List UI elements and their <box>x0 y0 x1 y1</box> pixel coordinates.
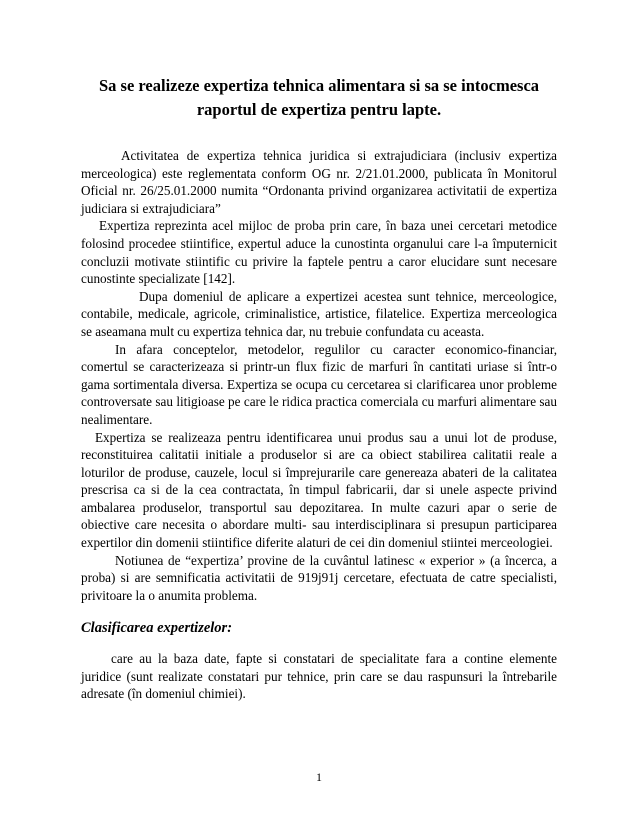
paragraph-etymology: Notiunea de “expertiza’ provine de la cuvântul latinesc « experior » (a încerca, a proba) si are semnificatia activitatii de 919j91j cercetare, efectuata de catre specialisti, privitoare la o anumita problema. <box>81 552 557 603</box>
paragraph-commerce: In afara conceptelor, metodelor, regulilor cu caracter economico-financiar, comertul se caracterizeaza si printr-un flux fizic de marfuri în cantitati uriase si într-o gama sortimentala diversa. Expertiza se ocupa cu cercetarea si clarificarea unor probleme controversate sau litigioase pe care le ridica practica comerciala cu marfuri alimentare sau nealimentare. <box>81 341 557 427</box>
bullet-item <box>81 650 557 703</box>
bullet-text: care au la baza date, fapte si constatari de specialitate fara a contine elemente juridice (sunt realizate constatari pur tehnice, prin care se dau raspunsuri la întrebarile adresate (în domeniul chimiei). <box>81 651 557 702</box>
document-title: Sa se realizeze expertiza tehnica alimentara si sa se intocmesca raportul de expertiza pentru lapte. <box>98 76 540 119</box>
document-body <box>81 147 557 703</box>
paragraph-purpose: Expertiza se realizeaza pentru identificarea unui produs sau a unui lot de produse, reconstituirea calitatii initiale a produselor si are ca obiect stabilirea calitatii reale a loturilor de produse, cauzele, locul si împrejurarile care genereaza abateri de la calitatea prescrisa ca si de la cea contractata, în timpul fabricarii, dar si unele aspecte privind ambalarea produselor, transportul sau depozitarea. In multe cazuri apar o serie de obiective care necesita o abordare multi- sau interdisciplinara si presupun participarea expertilor din domenii stiintifice diferite alaturi de cei din domeniul stiintei merceologiei. <box>81 429 557 551</box>
page-number: 1 <box>316 770 322 784</box>
paragraph-legal-basis: Activitatea de expertiza tehnica juridica si extrajudiciara (inclusiv expertiza merceologica) este reglementata conform OG nr. 2/21.01.2000, publicata în Monitorul Oficial nr. 26/25.01.2000 numita “Ordonanta privind organizarea activitatii de expertiza judiciara si extrajudiciara” <box>81 148 557 216</box>
paragraph-definition: Expertiza reprezinta acel mijloc de proba prin care, în baza unei cercetari metodice folosind procedee stiintifice, expertul aduce la cunostinta organului care l-a împuternicit concluzii motivate stiintific cu privire la faptele pentru a caror elucidare sunt necesare cunostinte specializate [142]. <box>81 218 557 287</box>
section-heading: Clasificarea expertizelor: <box>81 620 233 637</box>
paragraph-domains: Dupa domeniul de aplicare a expertizei acestea sunt tehnice, merceologice, contabile, medicale, agricole, criminalistice, artistice, filatelice. Expertiza merceologica se aseamana mult cu expertiza tehnica dar, nu trebuie confundata cu aceasta. <box>81 288 557 339</box>
